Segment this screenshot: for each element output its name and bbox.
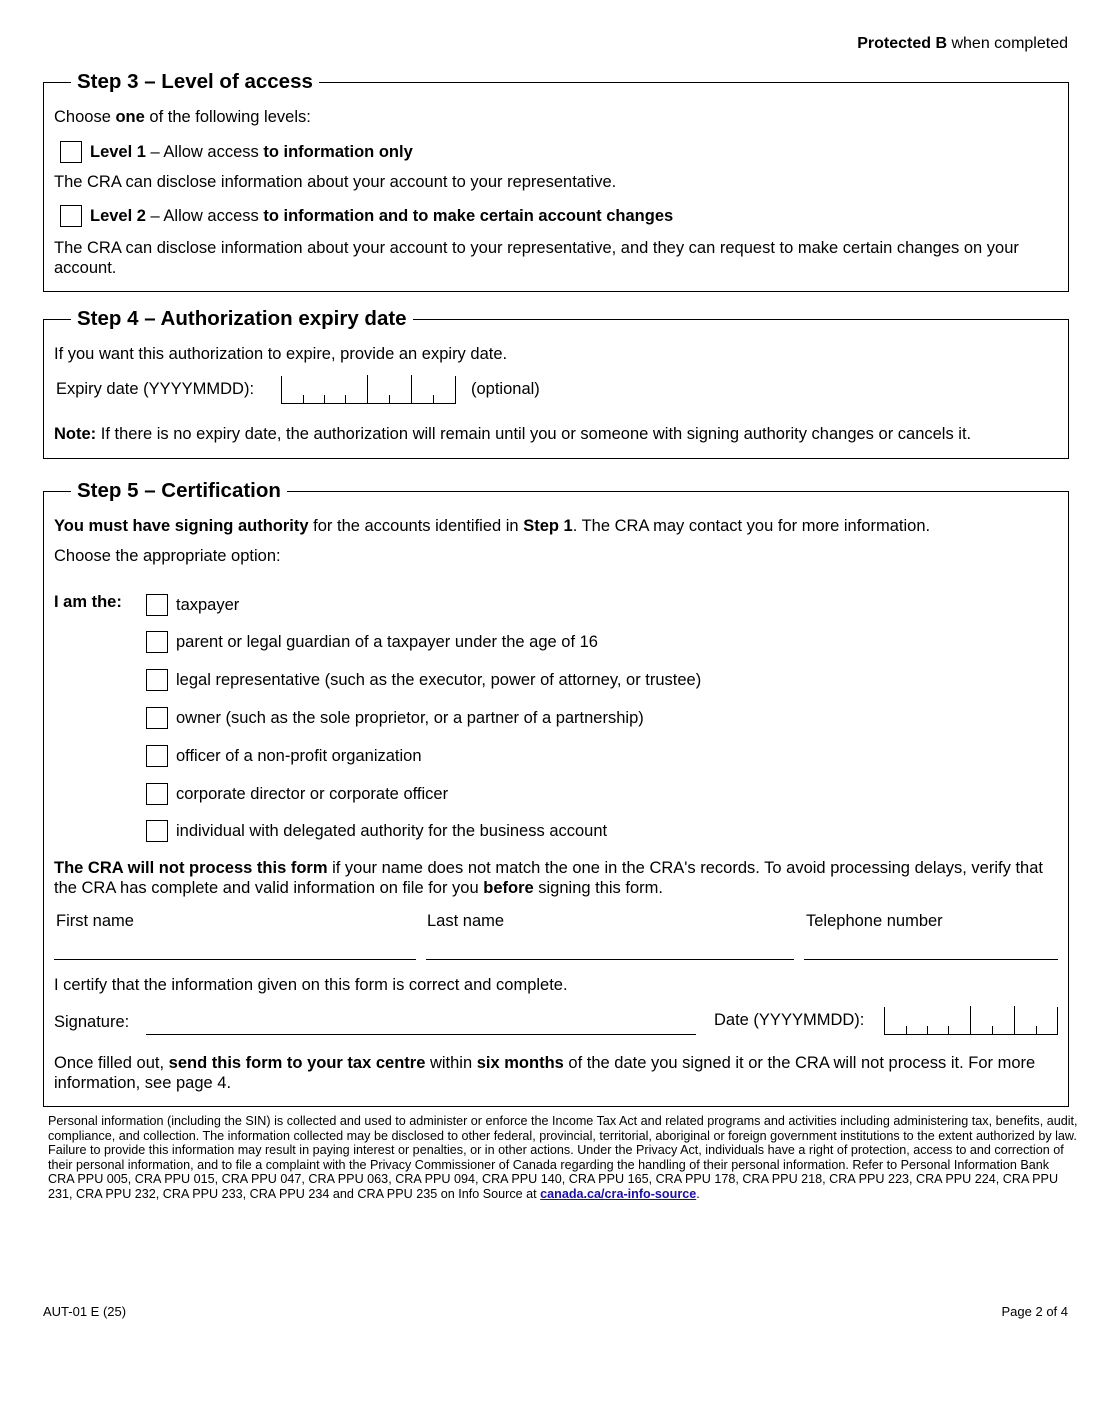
signature-date-label: Date (YYYYMMDD): [714,1011,865,1029]
delegated-authority-checkbox[interactable] [146,820,168,842]
expiry-date-input[interactable] [281,376,456,404]
page-number: Page 2 of 4 [1001,1304,1068,1319]
level1-label: Level 1 – Allow access to information only [90,143,413,161]
level1-checkbox[interactable] [60,141,82,163]
step4-header [43,307,1069,331]
protected-b-label: Protected B [857,35,948,52]
step5-header [43,479,1069,503]
step4-section [43,307,1069,459]
info-source-link[interactable]: canada.ca/cra-info-source [540,1186,697,1201]
level2-checkbox[interactable] [60,205,82,227]
level2-label: Level 2 – Allow access to information and to make certain account changes [90,207,674,225]
step4-note: Note: If there is no expiry date, the authorization will remain until you or someone with signing authority changes or cancels it. [54,425,972,443]
telephone-label: Telephone number [806,912,943,930]
option-corporate-director: corporate director or corporate officer [176,785,449,803]
step3-section [43,70,1069,292]
option-delegated-authority: individual with delegated authority for the business account [176,822,608,840]
signature-field[interactable] [146,1034,696,1035]
option-taxpayer: taxpayer [176,596,240,614]
nonprofit-officer-checkbox[interactable] [146,745,168,767]
first-name-label: First name [56,912,134,930]
step5-title: Step 5 – Certification [71,479,287,503]
privacy-notice: Personal information (including the SIN) is collected and used to administer or enforce the Income Tax Act and related programs and activities including administering tax, benefits, audit, compliance, and collection. The information collected may be disclosed to other federal, provincial, territorial, aboriginal or foreign government institutions to the extent authorized by law. Failure to provide this information may result in paying interest or penalties, or in other actions. Under the Privacy Act, individuals have a right of protection, access to and correction of their personal information, and to file a complaint with the Privacy Commissioner of Canada regarding the handling of their personal information. Refer to Personal Information Bank CRA PPU 005, CRA PPU 015, CRA PPU 047, CRA PPU 063, CRA PPU 094, CRA PPU 140, CRA PPU 165, CRA PPU 178, CRA PPU 218, CRA PPU 223, CRA PPU 224, CRA PPU 231, CRA PPU 232, CRA PPU 233, CRA PPU 234 and CRA PPU 235 on Info Source at canada.ca/cra-info-source. [48,1114,1078,1201]
step5-choose: Choose the appropriate option: [54,547,281,565]
step5-intro: You must have signing authority for the accounts identified in Step 1. The CRA may contact you for more information. [54,517,931,535]
step5-section [43,479,1069,1107]
send-instructions: Once filled out, send this form to your tax centre within six months of the date you signed it or the CRA will not process it. For more information, see page 4. [54,1054,1036,1092]
last-name-field[interactable] [426,959,794,960]
expiry-optional-label: (optional) [471,380,540,398]
level1-description: The CRA can disclose information about your account to your representative. [54,173,617,191]
protected-b-suffix: when completed [947,35,1068,52]
step3-header [43,70,1069,94]
guardian-checkbox[interactable] [146,631,168,653]
certify-statement: I certify that the information given on this form is correct and complete. [54,976,568,994]
step4-intro: If you want this authorization to expire, provide an expiry date. [54,345,508,363]
step5-warning: The CRA will not process this form if your name does not match the one in the CRA's records. To avoid processing delays, verify that the CRA has complete and valid information on file for you before signing this form. [54,859,1043,897]
option-nonprofit-officer: officer of a non-profit organization [176,747,422,765]
first-name-field[interactable] [54,959,416,960]
privacy-text: Personal information (including the SIN) is collected and used to administer or enforce the Income Tax Act and related programs and activities including administering tax, benefits, audit, compliance, and collection. The information collected may be disclosed to other federal, provincial, territorial, aboriginal or foreign government institutions to the extent authorized by law. Failure to provide this information may result in paying interest or penalties, or in other actions. Under the Privacy Act, individuals have a right of protection, access to and correction of their personal information, and to file a complaint with the Privacy Commissioner of Canada regarding the handling of their personal information. Refer to Personal Information Bank CRA PPU 005, CRA PPU 015, CRA PPU 047, CRA PPU 063, CRA PPU 094, CRA PPU 140, CRA PPU 165, CRA PPU 178, CRA PPU 218, CRA PPU 223, CRA PPU 224, CRA PPU 231, CRA PPU 232, CRA PPU 233, CRA PPU 234 and CRA PPU 235 on Info Source at [48,1114,1078,1201]
telephone-field[interactable] [804,959,1058,960]
step4-title: Step 4 – Authorization expiry date [71,307,413,331]
signature-label: Signature: [54,1013,130,1031]
i-am-the-label: I am the: [54,593,122,611]
form-code: AUT-01 E (25) [43,1304,127,1319]
level2-description: The CRA can disclose information about your account to your representative, and they can request to make certain changes on your account. [54,239,1019,277]
option-legal-representative: legal representative (such as the executor, power of attorney, or trustee) [176,671,702,689]
option-guardian: parent or legal guardian of a taxpayer under the age of 16 [176,633,598,651]
last-name-label: Last name [427,912,505,930]
step3-title: Step 3 – Level of access [71,70,319,94]
signature-date-input[interactable] [884,1007,1058,1035]
option-owner: owner (such as the sole proprietor, or a partner of a partnership) [176,709,644,727]
protected-b-notice [857,35,1068,53]
step3-intro: Choose one of the following levels: [54,108,311,126]
taxpayer-checkbox[interactable] [146,594,168,616]
corporate-director-checkbox[interactable] [146,783,168,805]
owner-checkbox[interactable] [146,707,168,729]
expiry-date-label: Expiry date (YYYYMMDD): [56,380,255,398]
legal-representative-checkbox[interactable] [146,669,168,691]
